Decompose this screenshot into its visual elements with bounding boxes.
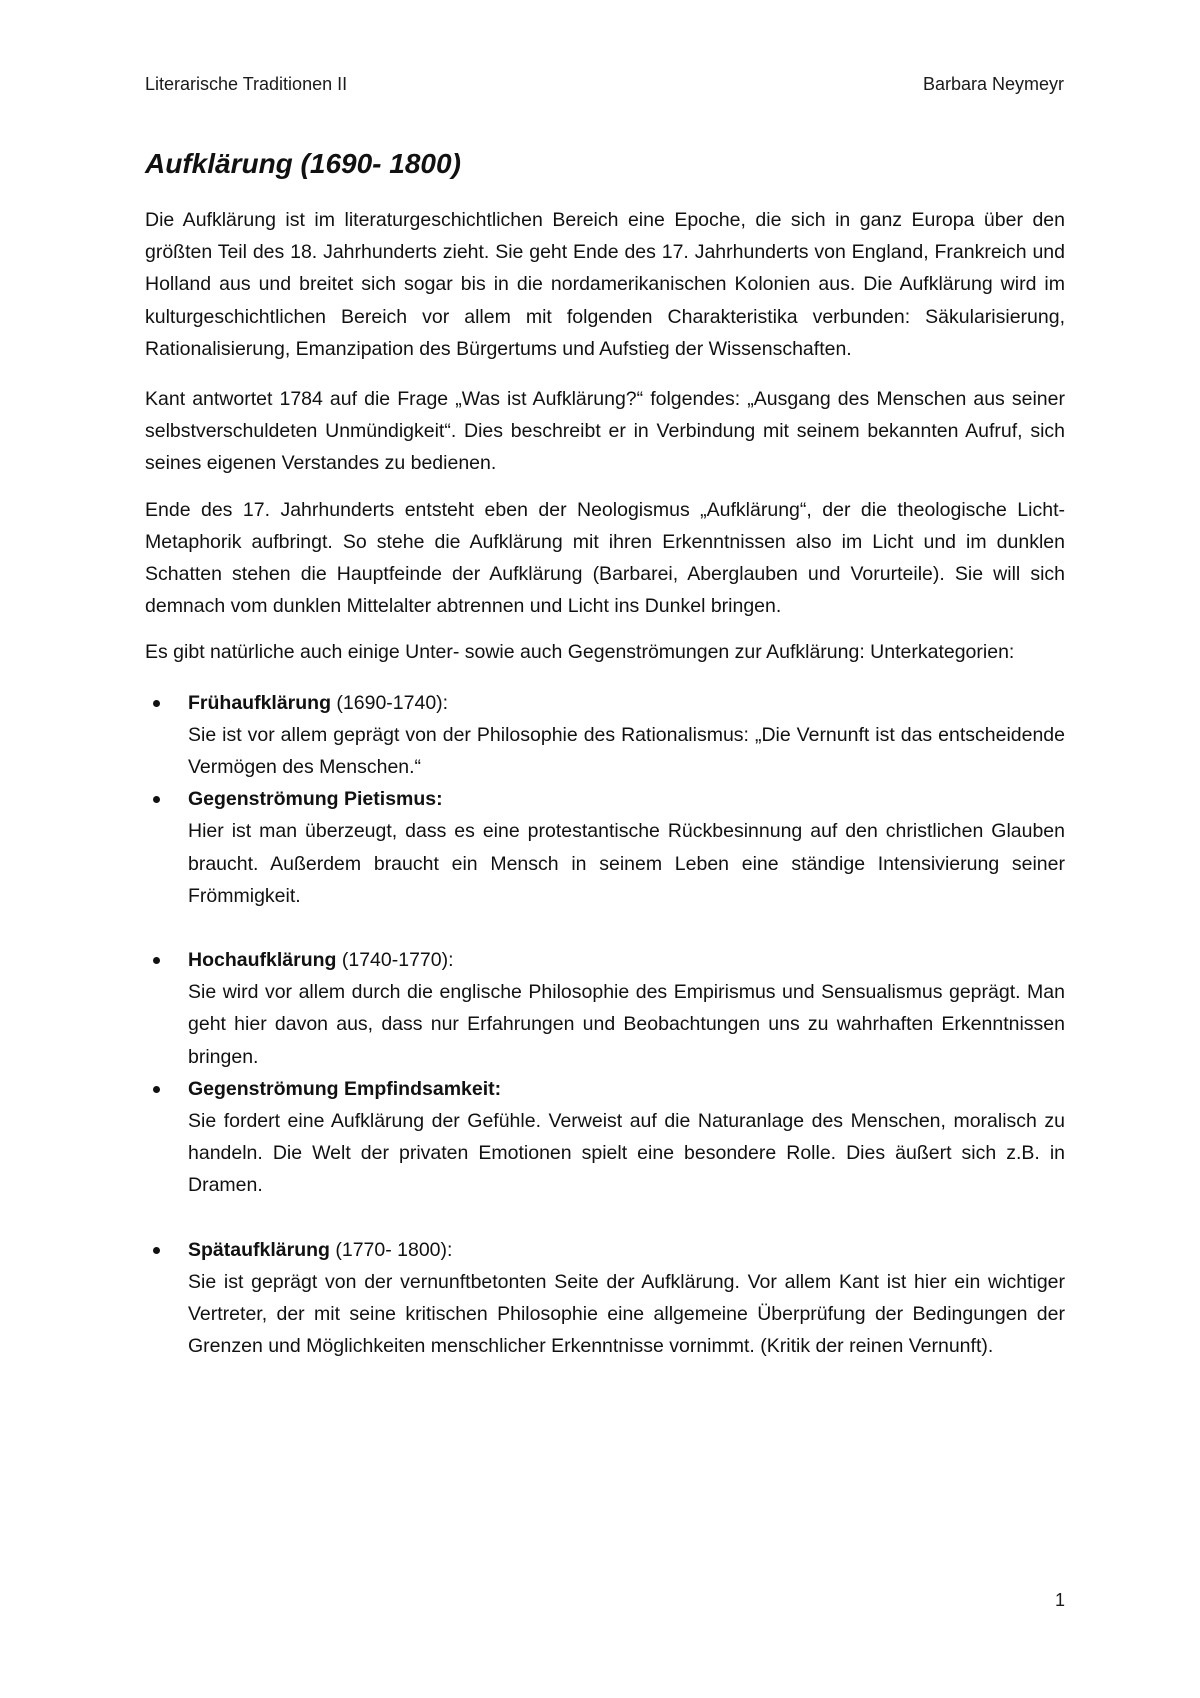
- list-item-fruehaufklaerung: [145, 687, 1065, 784]
- paragraph-kant: Kant antwortet 1784 auf die Frage „Was ist Aufklärung?“ folgendes: „Ausgang des Menschen aus seiner selbstverschuldeten Unmündigkeit“. Dies beschreibt er in Verbindung mit seinem bekannten Aufruf, sich seines eigenen Verstandes zu bedienen.: [145, 388, 1065, 475]
- list-item-text: Hier ist man überzeugt, dass es eine protestantische Rückbesinnung auf den christlichen Glauben braucht. Außerdem braucht ein Mensch in seinem Leben eine ständige Intensivierung seiner Frömmigkeit.: [188, 820, 1065, 907]
- list-item-spaetaufklaerung: [145, 1234, 1065, 1363]
- list-item-heading: [188, 783, 1065, 815]
- epoch-list: [145, 687, 1065, 1363]
- list-item-name: Gegenströmung Empfindsamkeit:: [188, 1077, 502, 1100]
- list-item-empfindsamkeit: [145, 1073, 1065, 1202]
- list-item-text: Sie ist geprägt von der vernunftbetonten Seite der Aufklärung. Vor allem Kant ist hier ein wichtiger Vertreter, der mit seine kritischen Philosophie eine allgemeine Überprüfung der Bedingungen der Grenzen und Möglichkeiten menschlicher Erkenntnisse vornimmt. (Kritik der reinen Vernunft).: [188, 1270, 1065, 1358]
- list-item-text: Sie wird vor allem durch die englische Philosophie des Empirismus und Sensualismus geprägt. Man geht hier davon aus, dass nur Erfahrungen und Beobachtungen uns zu wahrhaften Erkenntnissen bringen.: [188, 981, 1065, 1068]
- paragraph-subcategories: Es gibt natürliche auch einige Unter- sowie auch Gegenströmungen zur Aufklärung: Unterkategorien:: [145, 641, 1015, 664]
- list-item-heading: [188, 1234, 1065, 1266]
- paragraph-neologism: Ende des 17. Jahrhunderts entsteht eben der Neologismus „Aufklärung“, der die theologische Licht-Metaphorik aufbringt. So stehe die Aufklärung mit ihren Erkenntnissen also im Licht und im dunklen Schatten stehen die Hauptfeinde der Aufklärung (Barbarei, Aberglauben und Vorurteile). Sie will sich demnach vom dunklen Mittelalter abtrennen und Licht ins Dunkel bringen.: [145, 498, 1065, 618]
- page-title: Aufklärung (1690- 1800): [145, 148, 461, 179]
- header-author: Barbara Neymeyr: [922, 74, 1064, 94]
- bullet-icon: [153, 957, 160, 964]
- list-item-name: Gegenströmung Pietismus:: [188, 788, 443, 811]
- paragraph-intro: Die Aufklärung ist im literaturgeschichtlichen Bereich eine Epoche, die sich in ganz Europa über den größten Teil des 18. Jahrhunderts zieht. Sie geht Ende des 17. Jahrhunderts von England, Frankreich und Holland aus und breitet sich sogar bis in die nordamerikanischen Kolonien aus. Die Aufklärung wird im kulturgeschichtlichen Bereich vor allem mit folgenden Charakteristika verbunden: Säkularisierung, Rationalisierung, Emanzipation des Bürgertums und Aufstieg der Wissenschaften.: [145, 209, 1065, 360]
- bullet-icon: [153, 1086, 160, 1093]
- list-item-text: Sie ist vor allem geprägt von der Philosophie des Rationalismus: „Die Vernunft ist das entscheidende Vermögen des Menschen.“: [188, 723, 1065, 779]
- list-item-period: (1740-1770):: [336, 949, 454, 972]
- list-item-name: Spätaufklärung: [188, 1238, 330, 1261]
- header-course-title: Literarische Traditionen II: [145, 74, 348, 94]
- list-item-pietismus: [145, 783, 1065, 912]
- page-number: 1: [1055, 1590, 1066, 1610]
- list-item-name: Frühaufklärung: [188, 691, 332, 714]
- bullet-icon: [153, 1247, 160, 1254]
- list-item-heading: [188, 687, 1065, 719]
- document-body: [145, 144, 1065, 1363]
- list-item-text: Sie fordert eine Aufklärung der Gefühle. Verweist auf die Naturanlage des Menschen, moralisch zu handeln. Die Welt der privaten Emotionen spielt eine besondere Rolle. Dies äußert sich z.B. in Dramen.: [188, 1110, 1065, 1197]
- bullet-icon: [153, 796, 160, 803]
- list-item-heading: [188, 1073, 1065, 1105]
- list-item-heading: [188, 944, 1065, 976]
- bullet-icon: [153, 700, 160, 707]
- list-item-period: (1770- 1800):: [329, 1238, 453, 1261]
- list-item-hochaufklaerung: [145, 944, 1065, 1073]
- list-item-period: (1690-1740):: [331, 691, 449, 714]
- list-item-name: Hochaufklärung: [188, 949, 337, 972]
